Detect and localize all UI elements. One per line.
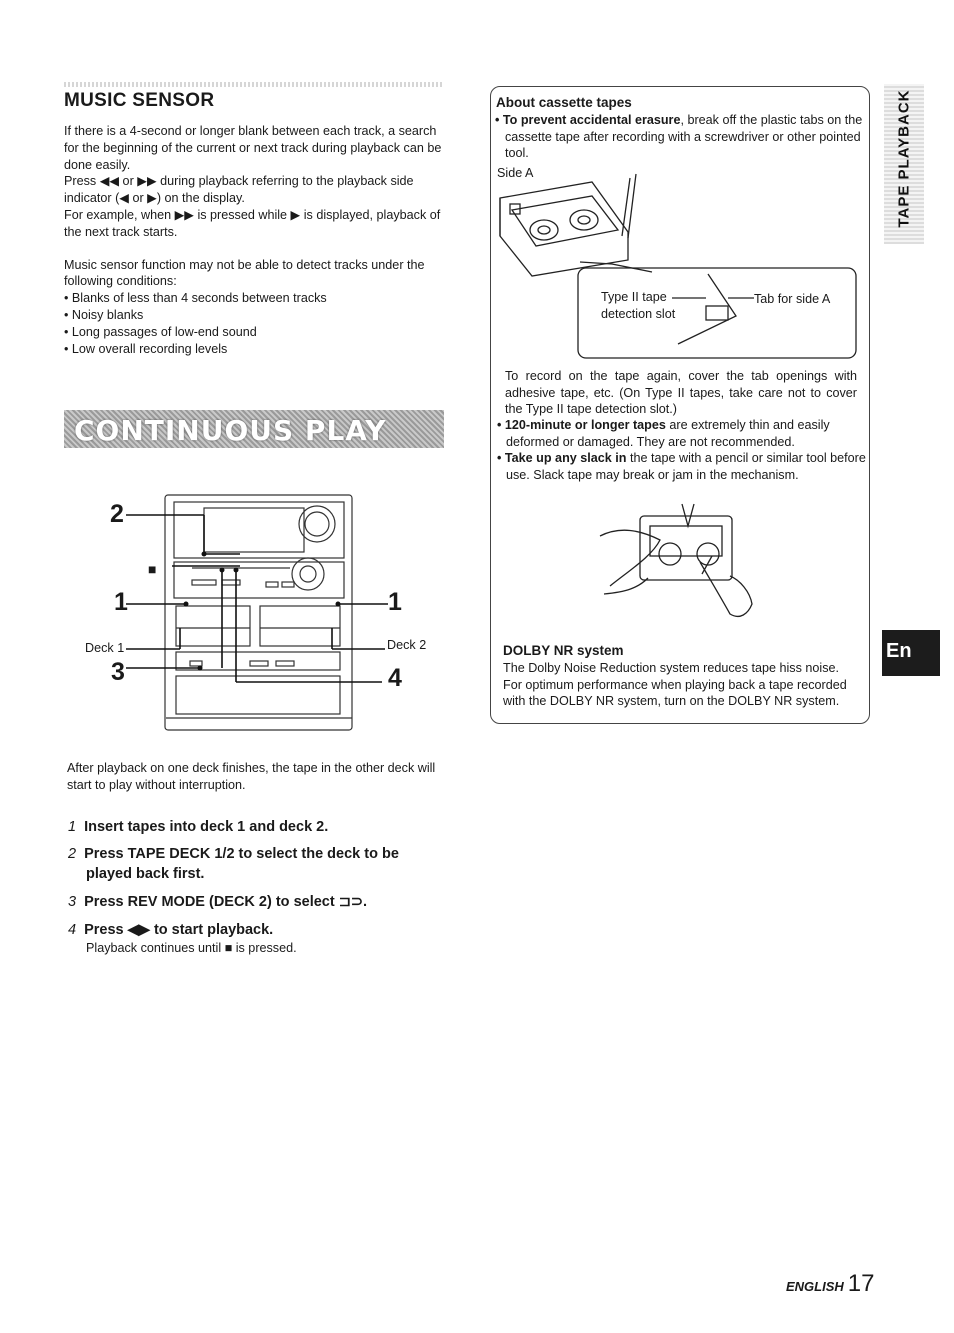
- stop-symbol: ■: [148, 561, 157, 577]
- footer-language: ENGLISH: [786, 1279, 844, 1294]
- side-tab-label: TAPE PLAYBACK: [895, 89, 913, 228]
- bullet-text: , break off the plastic tabs on the cassette tape after recording with a screwdriver or other pointed tool.: [505, 113, 863, 161]
- callout-4: 4: [388, 664, 402, 692]
- steps-list: [68, 817, 448, 957]
- bullet-bold: • To prevent accidental erasure: [495, 113, 681, 127]
- list-item: • Low overall recording levels: [64, 341, 228, 356]
- cassette-illustration: [492, 166, 862, 362]
- music-sensor-para1: If there is a 4-second or longer blank between each track, a search for the beginning of the current or next track during playback can be done easily.: [64, 124, 442, 172]
- dolby-title: DOLBY NR system: [503, 643, 624, 658]
- after-playback-text: After playback on one deck finishes, the tape in the other deck will start to play without interruption.: [67, 761, 436, 792]
- list-item: • Noisy blanks: [64, 307, 144, 322]
- deck2-label: Deck 2: [387, 638, 427, 652]
- callout-2: 2: [110, 500, 124, 528]
- step-1: [68, 817, 448, 837]
- step-4: [68, 920, 448, 940]
- music-sensor-title: MUSIC SENSOR: [64, 90, 215, 111]
- tape-playback-side-tab: [884, 84, 924, 244]
- bullet-erasure: [495, 112, 867, 162]
- list-item: • Blanks of less than 4 seconds between tracks: [64, 291, 327, 306]
- bullet-text: the tape with a pencil or similar tool before use. Slack tape may break or jam in the mechanism.: [506, 451, 866, 482]
- continuous-play-title: CONTINUOUS PLAY: [74, 414, 387, 447]
- step-text: Insert tapes into deck 1 and deck 2.: [84, 819, 329, 835]
- callout-1-right: 1: [388, 588, 402, 616]
- list-item: • Long passages of low-end sound: [64, 324, 257, 339]
- conditions-list: [64, 290, 446, 357]
- type2-slot-label: Type II tape detection slot: [601, 290, 676, 321]
- tab-side-a-label: Tab for side A: [754, 292, 831, 306]
- music-sensor-body: [64, 123, 446, 357]
- step-number: 3: [68, 894, 77, 910]
- step-text: Press ◀▶ to start playback.: [84, 922, 274, 938]
- music-sensor-para4: Music sensor function may not be able to detect tracks under the following conditions:: [64, 257, 425, 289]
- step-number: 2: [68, 846, 77, 862]
- bullet-text: are extremely thin and easily deformed or damaged. They are not recommended.: [506, 418, 830, 449]
- step-number: 4: [68, 922, 77, 938]
- bullet-bold: • 120-minute or longer tapes: [497, 418, 666, 432]
- header-rule: [64, 82, 444, 87]
- side-a-label: Side A: [497, 166, 534, 180]
- page-number: 17: [847, 1270, 875, 1297]
- record-again-text: To record on the tape again, cover the tab openings with adhesive tape, etc. (On Type II tapes, take care not to cover the Type II tape detection slot.): [505, 369, 857, 417]
- slack-tape-illustration: [590, 496, 770, 634]
- music-sensor-para3: For example, when ▶▶ is pressed while ▶ is displayed, playback of the next track starts.: [64, 207, 441, 239]
- page-footer: [786, 1270, 875, 1298]
- bullet-bold: • Take up any slack in: [497, 451, 627, 465]
- bullet-slack: [497, 450, 868, 483]
- step-3: [68, 892, 448, 912]
- language-tab: [882, 630, 940, 676]
- step-number: 1: [68, 819, 77, 835]
- step-2: [68, 844, 448, 884]
- callout-3: 3: [111, 658, 125, 686]
- bullet-120min: [497, 417, 866, 450]
- about-tapes-title: About cassette tapes: [496, 95, 632, 110]
- callout-1-left: 1: [114, 588, 128, 616]
- deck1-label: Deck 1: [85, 641, 125, 655]
- language-tab-label: En: [886, 640, 912, 662]
- step-text: Press TAPE DECK 1/2 to select the deck to be played back first.: [84, 846, 399, 882]
- step-4-note: Playback continues until ■ is pressed.: [86, 941, 297, 955]
- dolby-text: The Dolby Noise Reduction system reduces tape hiss noise. For optimum performance when playing back a tape recorded with the DOLBY NR system, turn on the DOLBY NR system.: [503, 661, 847, 709]
- continuous-play-banner: [64, 410, 444, 448]
- music-sensor-para2: Press ◀◀ or ▶▶ during playback referring to the playback side indicator (◀ or ▶) on the display.: [64, 174, 414, 206]
- step-text: Press REV MODE (DECK 2) to select ⊐⊃.: [84, 894, 368, 910]
